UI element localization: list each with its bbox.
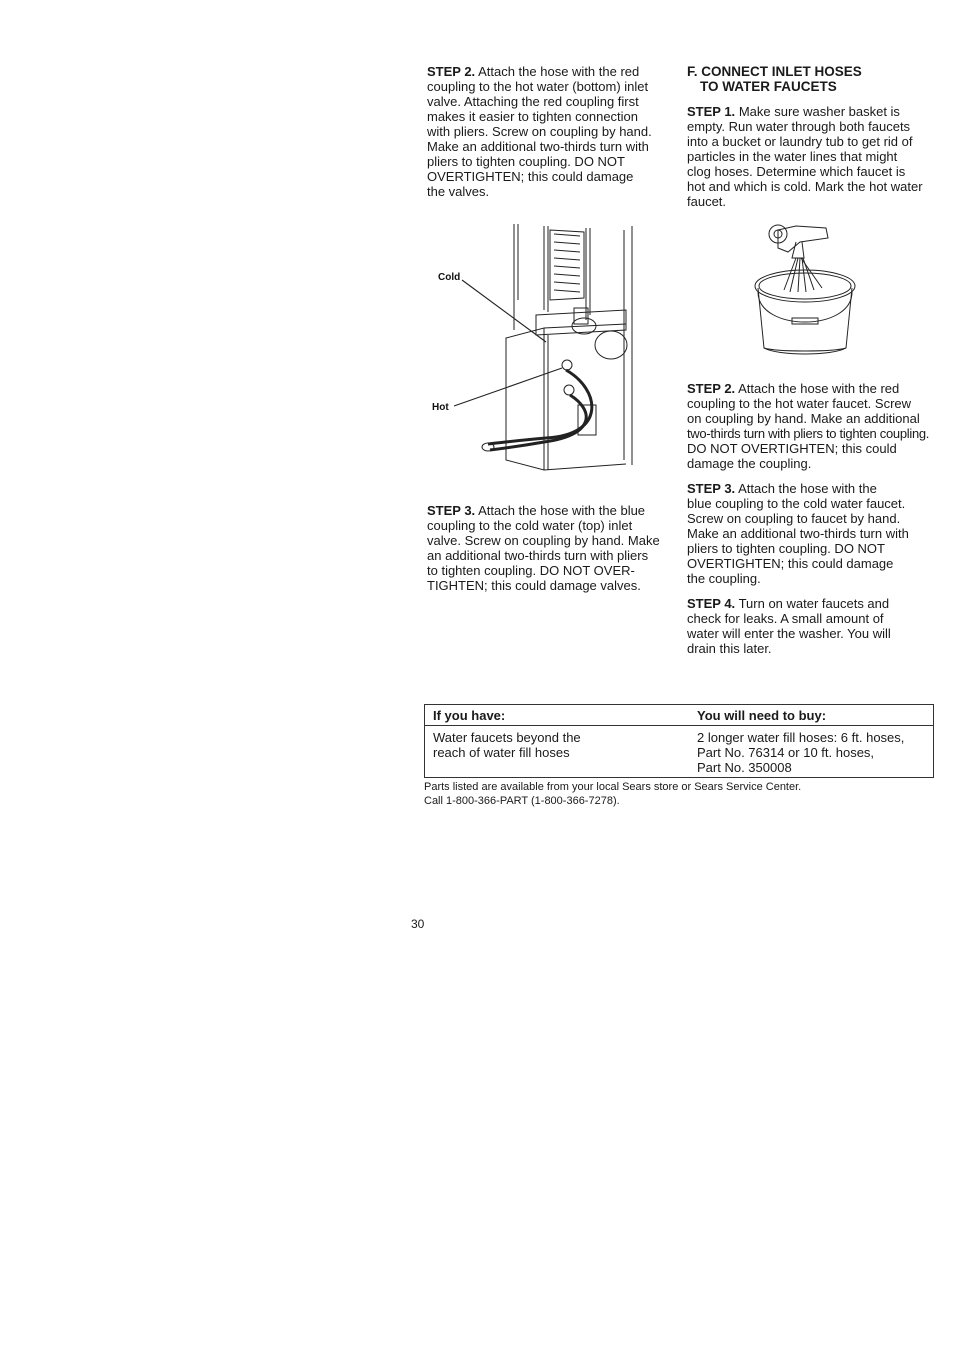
left-step2-line: the valves. — [427, 184, 490, 199]
right-step3-line: OVERTIGHTEN; this could damage — [687, 556, 894, 571]
buy-line: Part No. 350008 — [697, 760, 792, 775]
left-step2-line: Attach the hose with the red — [478, 64, 640, 79]
right-step2-line: Attach the hose with the red — [738, 381, 900, 396]
right-step2-line: coupling to the hot water faucet. Screw — [687, 396, 912, 411]
left-step3-label: STEP 3. — [427, 503, 476, 518]
washer-hose-illustration — [426, 220, 641, 480]
right-step4-line: drain this later. — [687, 641, 772, 656]
left-step2-line: Make an additional two-thirds turn with — [427, 139, 649, 154]
parts-table — [424, 704, 934, 778]
right-step4-label: STEP 4. — [687, 596, 736, 611]
have-line: reach of water fill hoses — [433, 745, 570, 760]
section-title-line1: F. CONNECT INLET HOSES — [687, 64, 862, 79]
left-step2-line: makes it easier to tighten connection — [427, 109, 639, 124]
buy-line: 2 longer water fill hoses: 6 ft. hoses, — [697, 730, 905, 745]
left-step2-line: valve. Attaching the red coupling first — [427, 94, 639, 109]
right-step2-paragraph — [687, 381, 943, 471]
right-step4-paragraph — [687, 596, 943, 656]
right-step4-line: check for leaks. A small amount of — [687, 611, 884, 626]
left-step2-line: coupling to the hot water (bottom) inlet — [427, 79, 649, 94]
parts-table-header-row — [425, 705, 934, 726]
right-step1-line: faucet. — [687, 194, 727, 209]
have-cell — [425, 726, 690, 778]
right-step1-line: clog hoses. Determine which faucet is — [687, 164, 906, 179]
right-step3-line: blue coupling to the cold water faucet. — [687, 496, 906, 511]
left-step2-paragraph — [427, 64, 677, 199]
page-number: 30 — [411, 917, 425, 931]
left-step3-line: Attach the hose with the blue — [478, 503, 646, 518]
note-line: Parts listed are available from your local Sears store or Sears Service Center. — [424, 781, 802, 793]
header-if-you-have: If you have: — [425, 705, 690, 726]
right-step3-paragraph — [687, 481, 943, 586]
right-step2-line: two-thirds turn with pliers to tighten coupling. — [687, 426, 930, 441]
right-step4-line: Turn on water faucets and — [738, 596, 890, 611]
left-step2-line: pliers to tighten coupling. DO NOT — [427, 154, 625, 169]
left-step2-label: STEP 2. — [427, 64, 476, 79]
left-step3-line: an additional two-thirds turn with pliers — [427, 548, 649, 563]
faucet-bucket-illustration — [748, 222, 863, 362]
hot-label: Hot — [432, 402, 449, 413]
section-title-line2: TO WATER FAUCETS — [700, 79, 837, 94]
left-step3-line: to tighten coupling. DO NOT OVER- — [427, 563, 635, 578]
right-lower-column — [687, 381, 943, 666]
parts-availability-note — [424, 780, 801, 808]
left-step3-line: valve. Screw on coupling by hand. Make — [427, 533, 660, 548]
header-you-will-need: You will need to buy: — [689, 705, 934, 726]
cold-label: Cold — [438, 272, 461, 283]
table-row — [425, 726, 934, 778]
right-step1-line: particles in the water lines that might — [687, 149, 898, 164]
buy-cell — [689, 726, 934, 778]
section-title — [687, 64, 939, 94]
right-step3-line: Attach the hose with the — [738, 481, 877, 496]
have-line: Water faucets beyond the — [433, 730, 581, 745]
right-step2-line: on coupling by hand. Make an additional — [687, 411, 920, 426]
right-step2-line: DO NOT OVERTIGHTEN; this could — [687, 441, 897, 456]
right-step3-line: Make an additional two-thirds turn with — [687, 526, 909, 541]
left-step2-line: OVERTIGHTEN; this could damage — [427, 169, 634, 184]
left-column — [427, 64, 677, 210]
right-step3-line: the coupling. — [687, 571, 761, 586]
right-step3-line: Screw on coupling to faucet by hand. — [687, 511, 901, 526]
right-step1-paragraph — [687, 104, 939, 209]
right-step2-line: damage the coupling. — [687, 456, 812, 471]
right-step3-line: pliers to tighten coupling. DO NOT — [687, 541, 885, 556]
right-step1-line: empty. Run water through both faucets — [687, 119, 911, 134]
left-step3-block — [427, 503, 677, 593]
right-step1-line: hot and which is cold. Mark the hot water — [687, 179, 923, 194]
right-step2-label: STEP 2. — [687, 381, 736, 396]
right-step1-line: Make sure washer basket is — [738, 104, 900, 119]
note-line: Call 1-800-366-PART (1-800-366-7278). — [424, 795, 620, 807]
left-step3-line: coupling to the cold water (top) inlet — [427, 518, 633, 533]
left-step3-line: TIGHTEN; this could damage valves. — [427, 578, 641, 593]
left-step2-line: with pliers. Screw on coupling by hand. — [427, 124, 652, 139]
buy-line: Part No. 76314 or 10 ft. hoses, — [697, 745, 875, 760]
right-step1-label: STEP 1. — [687, 104, 736, 119]
right-step3-label: STEP 3. — [687, 481, 736, 496]
right-column — [687, 64, 939, 220]
right-step1-line: into a bucket or laundry tub to get rid of — [687, 134, 913, 149]
right-step4-line: water will enter the washer. You will — [687, 626, 891, 641]
